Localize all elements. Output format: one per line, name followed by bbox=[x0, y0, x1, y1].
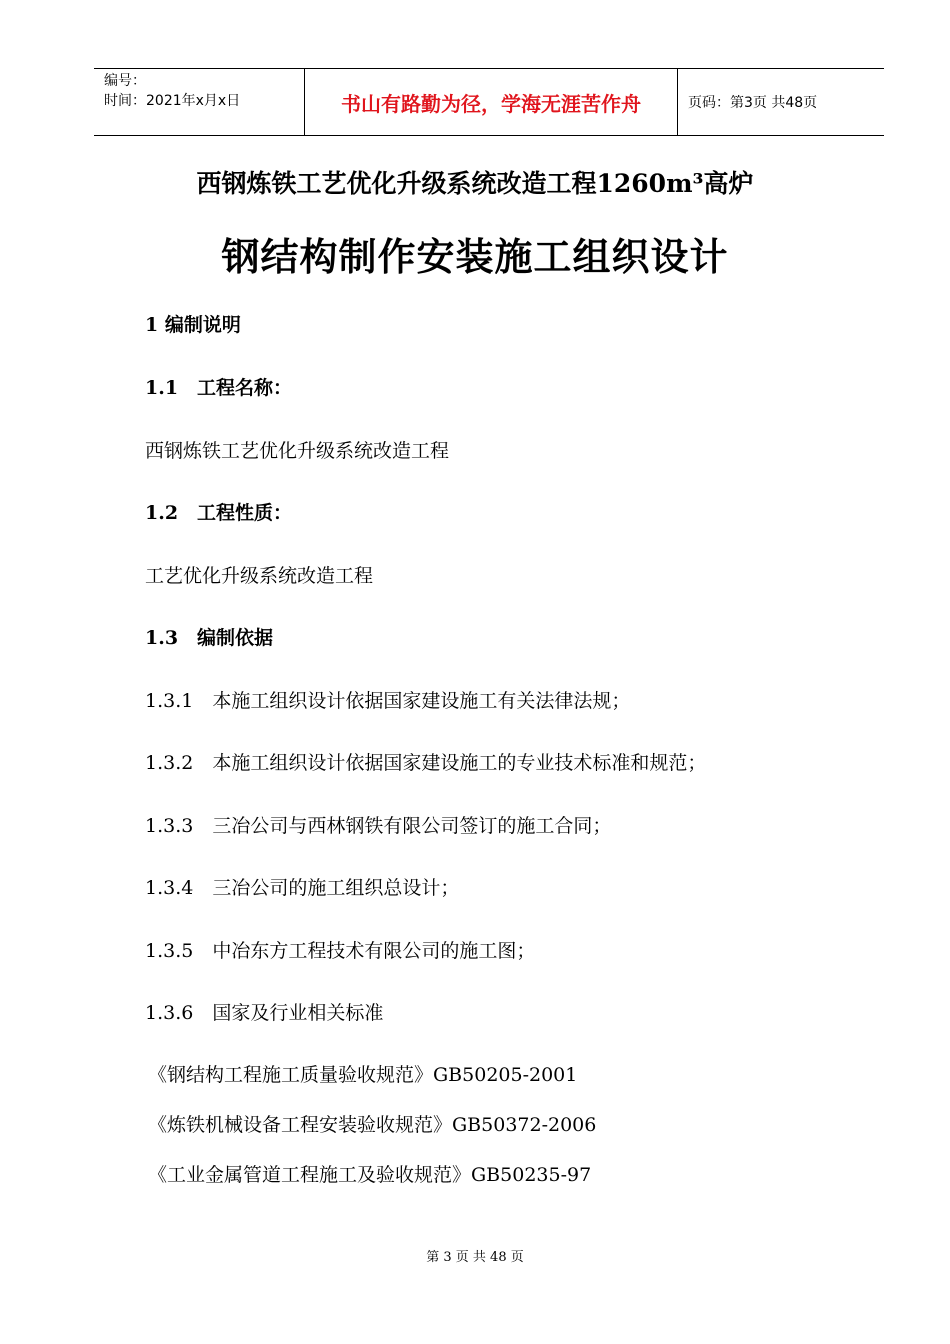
standard-item: 《工业金属管道工程施工及验收规范》GB50235-97 bbox=[148, 1164, 592, 1186]
document-title-line2: 钢结构制作安装施工组织设计 bbox=[221, 234, 729, 279]
standard-item: 《钢结构工程施工质量验收规范》GB50205-2001 bbox=[148, 1064, 578, 1086]
section-heading-1-1: 1.1 工程名称： bbox=[145, 377, 293, 399]
header-motto: 书山有路勤为径，学海无涯苦作舟 bbox=[305, 69, 678, 135]
document-title-line1: 西钢炼铁工艺优化升级系统改造工程1260m³高炉 bbox=[196, 169, 754, 198]
section-heading-1-3: 1.3 编制依据 bbox=[145, 627, 274, 649]
list-item: 1.3.5 中冶东方工程技术有限公司的施工图； bbox=[145, 940, 536, 962]
list-item: 1.3.1 本施工组织设计依据国家建设施工有关法律法规； bbox=[145, 690, 631, 712]
header-meta bbox=[94, 69, 305, 135]
standard-item: 《炼铁机械设备工程安装验收规范》GB50372-2006 bbox=[148, 1114, 597, 1136]
section-heading-1-2: 1.2 工程性质： bbox=[145, 502, 293, 524]
list-item: 1.3.2 本施工组织设计依据国家建设施工的专业技术标准和规范； bbox=[145, 752, 707, 774]
page-header bbox=[94, 68, 884, 136]
list-item: 1.3.3 三冶公司与西林钢铁有限公司签订的施工合同； bbox=[145, 815, 612, 837]
section-text-1-1: 西钢炼铁工艺优化升级系统改造工程 bbox=[145, 440, 450, 462]
code-label: 编号： bbox=[104, 73, 146, 89]
section-text-1-2: 工艺优化升级系统改造工程 bbox=[145, 565, 374, 587]
list-item: 1.3.6 国家及行业相关标准 bbox=[145, 1002, 384, 1024]
list-item: 1.3.4 三冶公司的施工组织总设计； bbox=[145, 877, 460, 899]
header-page-info: 页码：第3页 共48页 bbox=[688, 95, 818, 111]
time-label: 时间：2021年x月x日 bbox=[104, 93, 241, 109]
section-heading-1: 1 编制说明 bbox=[145, 314, 241, 336]
page-footer: 第 3 页 共 48 页 bbox=[426, 1250, 524, 1265]
